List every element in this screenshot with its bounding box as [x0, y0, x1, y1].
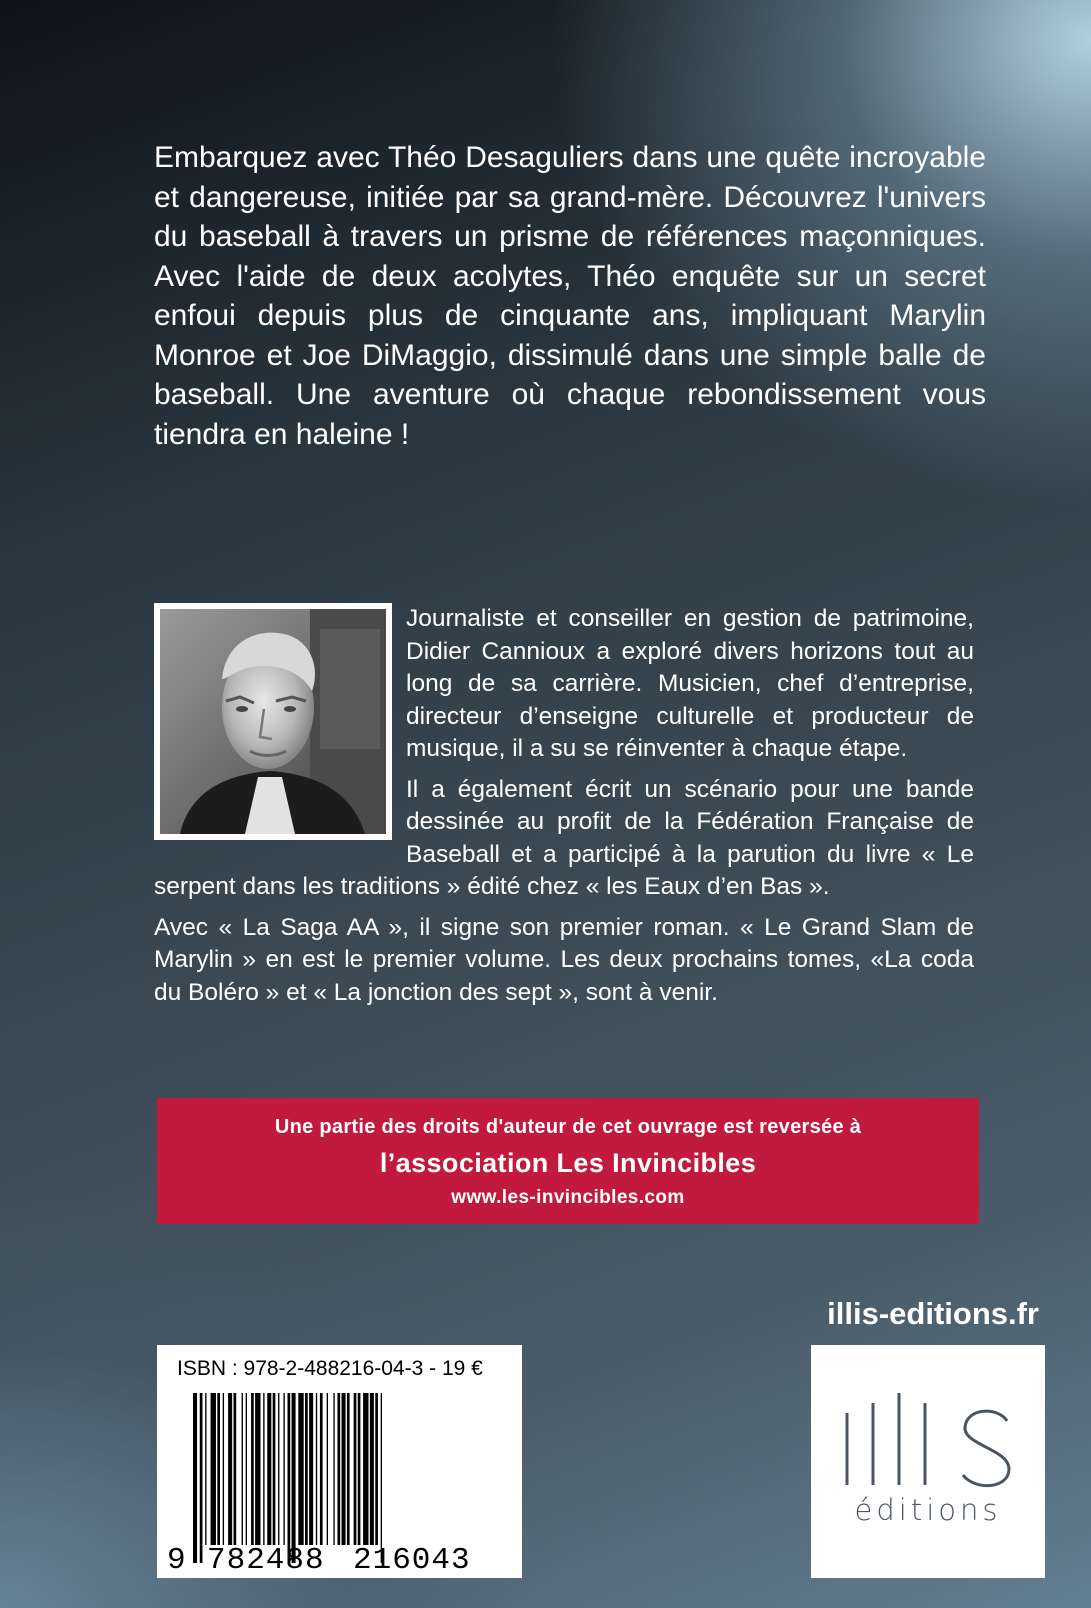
barcode-bar: [327, 1393, 328, 1545]
author-paragraph-1: Journaliste et conseiller en gestion de patrimoine, Didier Cannioux a exploré divers horizons tout au long de sa carrière. Musicien, chef d’entreprise, directeur d’enseigne culturelle et producteur de musique, il a su se réinventer à chaque étape.: [406, 605, 974, 762]
isbn-barcode: [157, 1345, 522, 1578]
barcode-bar: [193, 1393, 197, 1563]
barcode-bar: [223, 1393, 224, 1545]
barcode-bar: [234, 1393, 237, 1545]
isbn-label: ISBN : 978-2-488216-04-3 - 19 €: [177, 1357, 483, 1380]
logo-editions-text: éditions: [854, 1493, 1002, 1527]
barcode-bar: [358, 1393, 361, 1545]
barcode-bar: [283, 1393, 284, 1545]
donation-text: Une partie des droits d'auteur de cet ouvrage est reversée à: [274, 1116, 862, 1138]
author-portrait-image: [160, 609, 386, 834]
barcode-bar: [217, 1393, 220, 1545]
barcode-bar: [309, 1393, 313, 1545]
barcode-bar: [278, 1393, 279, 1545]
barcode-bar: [200, 1393, 203, 1563]
barcode-bar: [273, 1393, 276, 1545]
barcode-lead-digit: 9: [167, 1543, 187, 1578]
barcode-bar: [381, 1393, 382, 1563]
barcode-right-digits: 216043: [353, 1543, 471, 1578]
back-cover-blurb: Embarquez avec Théo Desaguliers dans une quête incroyable et dangereuse, initiée par sa grand-mère. Découvrez l'univers du baseball à travers un prisme de références maçonniques. Avec l'aide de deux acolytes, Théo enquête sur un secret enfoui depuis plus de cinquante ans, impliquant Marylin Monroe et Joe DiMaggio, dissimulé dans une simple balle de baseball. Une aventure où chaque rebondissement vous tiendra en haleine !: [154, 141, 986, 451]
barcode-left-digits: 782488: [207, 1543, 325, 1578]
donation-association-name: l’association Les Invincibles: [379, 1148, 757, 1178]
barcode-bar: [354, 1393, 357, 1545]
barcode-bar: [363, 1393, 368, 1545]
barcode-bar: [288, 1393, 291, 1563]
illis-logo-mark: [811, 1345, 1045, 1578]
barcode-bar: [370, 1393, 374, 1545]
barcode-bar: [292, 1393, 296, 1563]
author-photo: [154, 603, 392, 840]
barcode-bar: [320, 1393, 323, 1545]
barcode-bar: [251, 1393, 254, 1545]
barcode-bar: [375, 1393, 378, 1545]
barcode-bar: [316, 1393, 317, 1545]
barcode-bar: [298, 1393, 303, 1545]
publisher-logo: [811, 1345, 1045, 1578]
barcode-bar: [263, 1393, 264, 1545]
barcode-bar: [342, 1393, 346, 1545]
publisher-website-link[interactable]: illis-editions.fr: [827, 1296, 1039, 1331]
barcode-bar: [211, 1393, 216, 1545]
barcode-bar: [347, 1393, 350, 1545]
barcode-bar: [337, 1393, 340, 1545]
barcode-bar: [242, 1393, 243, 1545]
barcode-bar: [305, 1393, 308, 1545]
barcode-bar: [246, 1393, 247, 1545]
author-paragraph-2: Il a également écrit un scénario pour une bande dessinée au profit de la Fédération Française de Baseball et a participé à la parution du livre « Le serpent dans les traditions » édité chez « les Eaux d’en Bas ».: [154, 775, 974, 900]
donation-banner: [157, 1098, 979, 1224]
author-paragraph-3: Avec « La Saga AA », il signe son premier roman. « Le Grand Slam de Marylin » en est le premier volume. Les deux prochains tomes, «La coda du Boléro » et « La jonction des sept », sont à venir.: [154, 913, 974, 1006]
barcode-bar: [255, 1393, 260, 1545]
author-biography: [154, 603, 974, 1017]
barcode-bar: [333, 1393, 334, 1545]
barcode-bar: [228, 1393, 232, 1545]
barcode-bar: [267, 1393, 271, 1545]
donation-website-link[interactable]: www.les-invincibles.com: [451, 1187, 685, 1208]
barcode-bar: [205, 1393, 206, 1545]
